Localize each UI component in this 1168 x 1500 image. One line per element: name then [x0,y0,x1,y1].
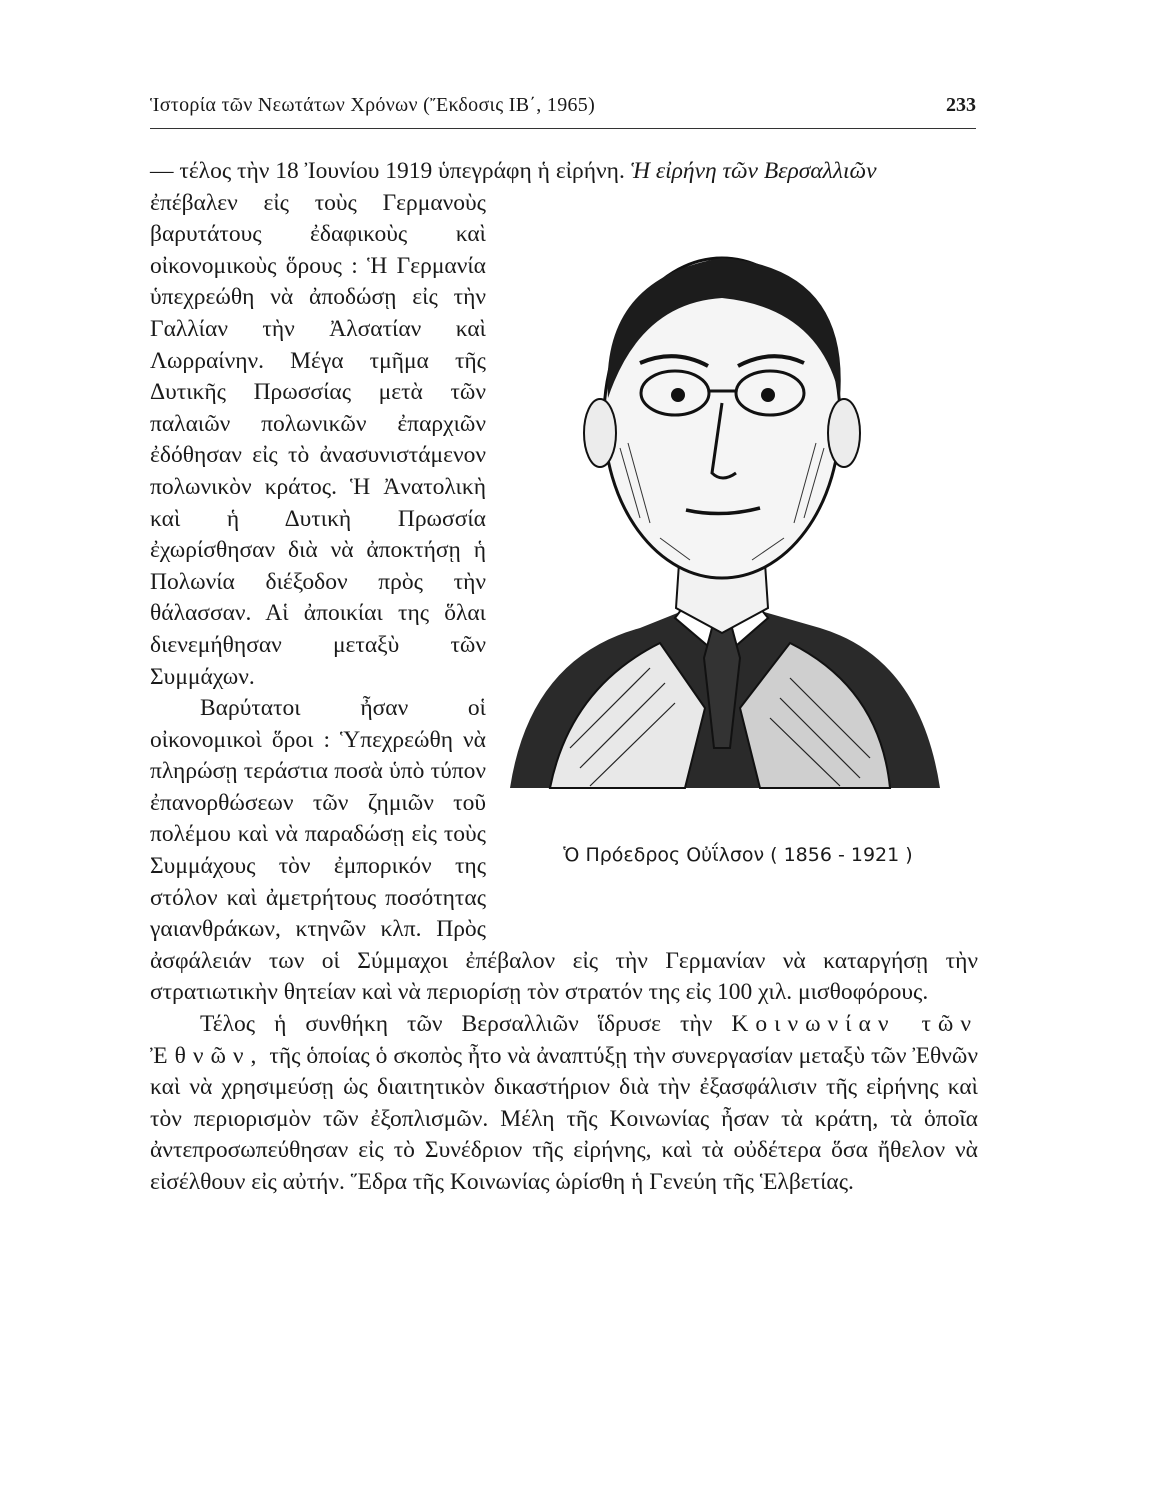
paragraph-1 [150,156,978,188]
portrait-illustration [490,188,950,828]
paragraph-3 [150,1009,978,1199]
para3-before: Τέλος ἡ συνθήκη τῶν Βερσαλλιῶν ἵδρυσε τὴν [200,1011,713,1038]
running-header [150,92,976,129]
league-of-nations-term: Κοινωνίαν τῶν Ἐθνῶν, [150,1011,978,1069]
running-title: Ἱστορία τῶν Νεωτάτων Χρόνων (Ἔκδοσις ΙΒ΄, 1965) [150,94,596,116]
figure-caption: Ὁ Πρόεδρος Οὐΐλσον ( 1856 - 1921 ) [563,843,913,866]
body-text [150,156,978,1199]
portrait-figure [508,188,978,923]
paragraph-1-body: ἐπέβαλεν εἰς τοὺς Γερμανοὺς βαρυτάτους ἐδαφικοὺς καὶ οἰκονομικοὺς ὅρους : Ἡ Γερμανία ὑπεχρεώθη νὰ ἀποδώσῃ εἰς τὴν Γαλλίαν τὴν Ἀλσατίαν καὶ Λωρραίνην. Μέγα τμῆμα τῆς Δυτικῆς Πρωσσίας μετὰ τῶν παλαιῶν πολωνικῶν ἐπαρχιῶν ἐδόθησαν εἰς τὸ ἀνασυνιστάμενον πολωνικὸν κράτος. Ἡ Ἀνατολικὴ καὶ ἡ Δυτικὴ Πρωσσία ἐχωρίσθησαν διὰ νὰ ἀποκτήσῃ ἡ Πολωνία διέξοδον πρὸς τὴν θάλασσαν. Αἱ ἀποικίαι της ὅλαι διενεμήθησαν μεταξὺ τῶν Συμμάχων. [150,189,486,690]
para1-italic-term: Ἡ εἰρήνη τῶν Βερσαλλιῶν [630,158,877,184]
para3-after: τῆς ὁποίας ὁ σκοπὸς ἦτο νὰ ἀναπτύξῃ τὴν συνεργασίαν μεταξὺ τῶν Ἐθνῶν καὶ νὰ χρησιμεύσῃ ὡς διαιτητικὸν δικαστήριον διὰ τὴν ἐξασφάλισιν τῆς εἰρήνης καὶ τὸν περιορισμὸν τῶν ἐξοπλισμῶν. Μέλη τῆς Κοινωνίας ἦσαν τὰ κράτη, τὰ ὁποῖα ἀντεπροσωπεύθησαν εἰς τὸ Συνέδριον τῆς εἰρήνης, καὶ τὰ οὐδέτερα ὅσα ἤθελον νὰ εἰσέλθουν εἰς αὐτήν. Ἕδρα τῆς Κοινωνίας ὡρίσθη ἡ Γενεύη τῆς Ἑλβετίας. [150,1042,979,1195]
para1-opening: — τέλος τὴν 18 Ἰουνίου 1919 ὑπεγράφη ἡ εἰρήνη. [150,158,625,184]
paragraph-2: Βαρύτατοι ἦσαν οἱ οἰκονομικοὶ ὅροι : Ὑπεχρεώθη νὰ πληρώσῃ τεράστια ποσὰ ὑπὸ τύπον ἐπανορθώσεων τῶν ζημιῶν τοῦ πολέμου καὶ νὰ παραδώσῃ εἰς τοὺς Συμμάχους τὸν ἐμπορικόν της στόλον καὶ ἀμετρήτους ποσότητας γαιανθράκων, κτηνῶν κλπ. Πρὸς ἀσφάλειάν των οἱ Σύμμαχοι ἐπέβαλον εἰς τὴν Γερμανίαν νὰ καταργήσῃ τὴν στρατιωτικὴν θητείαν καὶ νὰ περιορίσῃ τὸν στρατόν της εἰς 100 χιλ. μισθοφόρους. [150,695,978,1006]
page-number: 233 [946,94,976,116]
